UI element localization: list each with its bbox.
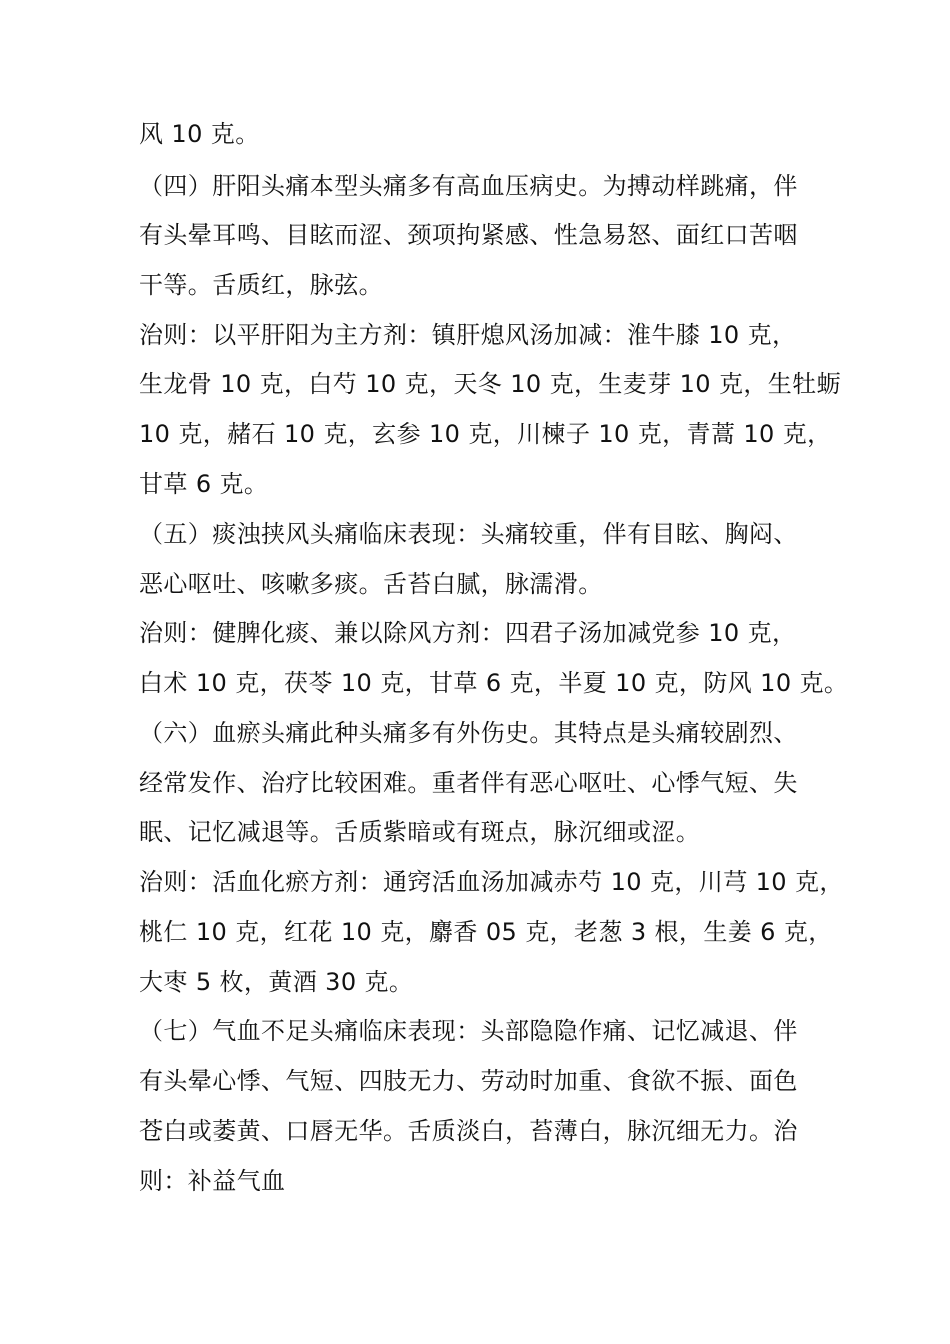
text-line: （五）痰浊挟风头痛临床表现：头痛较重，伴有目眩、胸闷、 (139, 520, 798, 548)
text-line: 经常发作、治疗比较困难。重者伴有恶心呕吐、心悸气短、失 (139, 769, 798, 797)
text-line: 苍白或萎黄、口唇无华。舌质淡白，苔薄白，脉沉细无力。治 (139, 1117, 798, 1145)
text-line: 白术 10 克，茯苓 10 克，甘草 6 克，半夏 10 克，防风 10 克。 (139, 669, 849, 697)
text-line: 甘草 6 克。 (139, 470, 269, 498)
text-line: 有头晕耳鸣、目眩而涩、颈项拘紧感、性急易怒、面红口苦咽 (139, 221, 798, 249)
text-line: （六）血瘀头痛此种头痛多有外伤史。其特点是头痛较剧烈、 (139, 719, 798, 747)
text-line: 治则：健脾化痰、兼以除风方剂：四君子汤加减党参 10 克， (139, 619, 797, 647)
text-line: 治则：活血化瘀方剂：通窍活血汤加减赤芍 10 克，川芎 10 克， (139, 868, 844, 896)
text-line: 桃仁 10 克，红花 10 克，麝香 05 克，老葱 3 根，生姜 6 克， (139, 918, 833, 946)
text-line: 则：补益气血 (139, 1167, 286, 1195)
text-line: （四）肝阳头痛本型头痛多有高血压病史。为搏动样跳痛，伴 (139, 172, 798, 200)
text-line: 风 10 克。 (139, 120, 260, 148)
text-line: 治则：以平肝阳为主方剂：镇肝熄风汤加减：淮牛膝 10 克， (139, 321, 797, 349)
text-line: （七）气血不足头痛临床表现：头部隐隐作痛、记忆减退、伴 (139, 1017, 798, 1045)
text-line: 生龙骨 10 克，白芍 10 克，天冬 10 克，生麦芽 10 克，生牡蛎 (139, 370, 841, 398)
text-line: 恶心呕吐、咳嗽多痰。舌苔白腻，脉濡滑。 (139, 570, 603, 598)
text-line: 有头晕心悸、气短、四肢无力、劳动时加重、食欲不振、面色 (139, 1067, 798, 1095)
text-line: 眠、记忆减退等。舌质紫暗或有斑点，脉沉细或涩。 (139, 818, 701, 846)
text-line: 10 克，赭石 10 克，玄参 10 克，川楝子 10 克，青蒿 10 克， (139, 420, 832, 448)
text-line: 大枣 5 枚，黄酒 30 克。 (139, 968, 414, 996)
text-line: 干等。舌质红，脉弦。 (139, 271, 383, 299)
